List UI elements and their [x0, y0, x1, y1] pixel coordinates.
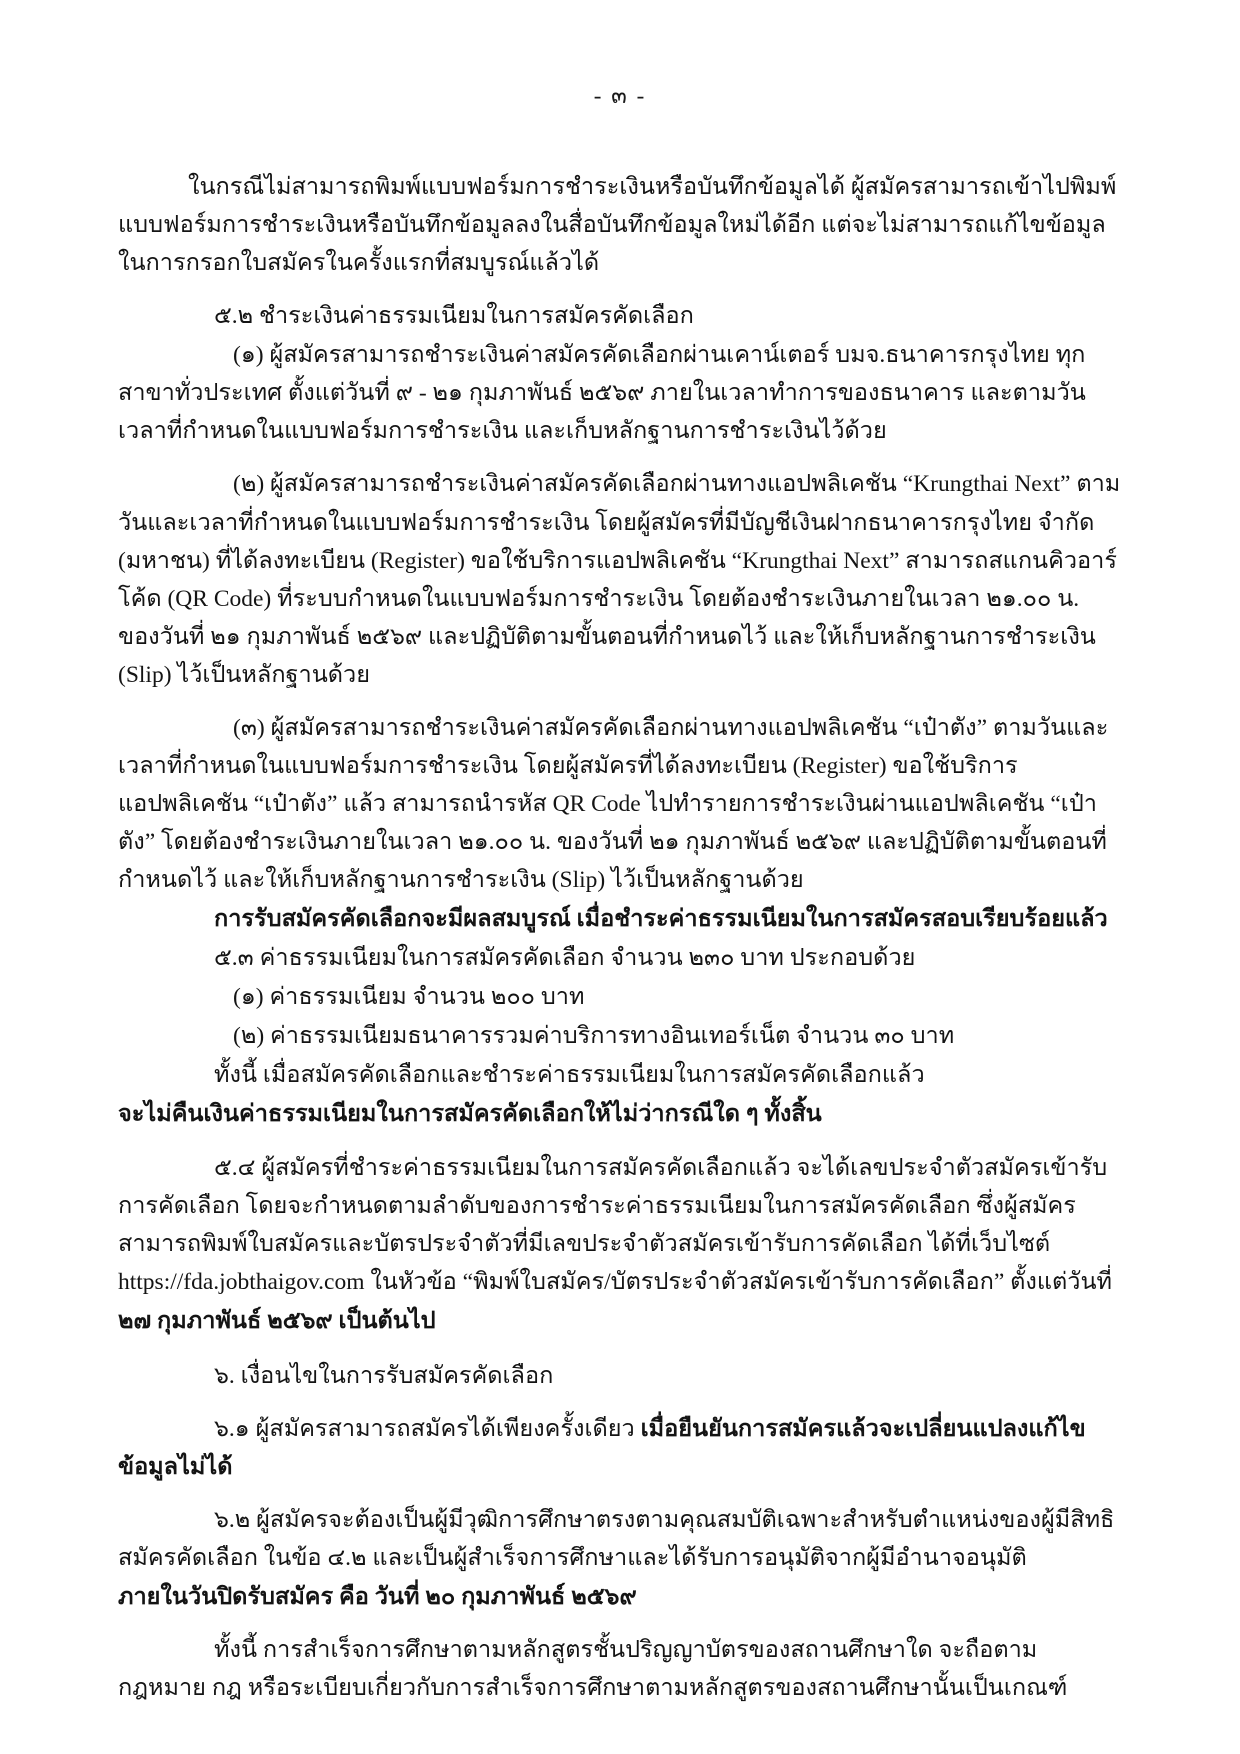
paragraph-section-6-2: ๖.๒ ผู้สมัครจะต้องเป็นผู้มีวุฒิการศึกษาตรงตามคุณสมบัติเฉพาะสำหรับตำแหน่งของผู้มีสิทธิสมัครคัดเลือก ในข้อ ๔.๒ และเป็นผู้สำเร็จการศึกษาและได้รับการอนุมัติจากผู้มีอำนาจอนุมัติ — [118, 1507, 1115, 1572]
paragraph-section-6-heading: ๖. เงื่อนไขในการรับสมัครคัดเลือก — [214, 1362, 554, 1389]
paragraph-section-6-2-bold-deadline: ภายในวันปิดรับสมัคร คือ วันที่ ๒๐ กุมภาพันธ์ ๒๕๖๙ — [118, 1584, 637, 1611]
paragraph-5-2-item-3: (๓) ผู้สมัครสามารถชำระเงินค่าสมัครคัดเลือกผ่านทางแอปพลิเคชัน “เป๋าตัง” ตามวันและเวลาที่กำหนดในแบบฟอร์มการชำระเงิน โดยผู้สมัครที่ได้ลงทะเบียน (Register) ขอใช้บริการแอปพลิเคชัน “เป๋าตัง” แล้ว สามารถนำรหัส QR Code ไปทำรายการชำระเงินผ่านแอปพลิเคชัน “เป๋าตัง” โดยต้องชำระเงินภายในเวลา ๒๑.๐๐ น. ของวันที่ ๒๑ กุมภาพันธ์ ๒๕๖๙ และปฏิบัติตามขั้นตอนที่กำหนดไว้ และให้เก็บหลักฐานการชำระเงิน (Slip) ไว้เป็นหลักฐานด้วย — [118, 714, 1109, 894]
paragraph-no-refund-lead — [118, 1056, 1122, 1094]
paragraph-5-2-item-1: (๑) ผู้สมัครสามารถชำระเงินค่าสมัครคัดเลือกผ่านเคาน์เตอร์ บมจ.ธนาคารกรุงไทย ทุกสาขาทั่วประเทศ ตั้งแต่วันที่ ๙ - ๒๑ กุมภาพันธ์ ๒๕๖๙ ภายในเวลาทำการของธนาคาร และตามวัน เวลาที่กำหนดในแบบฟอร์มการชำระเงิน และเก็บหลักฐานการชำระเงินไว้ด้วย — [118, 342, 1086, 445]
paragraph-section-5-3-heading: ๕.๓ ค่าธรรมเนียมในการสมัครคัดเลือก จำนวน ๒๓๐ บาท ประกอบด้วย — [214, 945, 916, 972]
paragraph-no-refund-bold: จะไม่คืนเงินค่าธรรมเนียมในการสมัครคัดเลือกให้ไม่ว่ากรณีใด ๆ ทั้งสิ้น — [118, 1101, 822, 1128]
paragraph-5-4-bold-date: ๒๗ กุมภาพันธ์ ๒๕๖๙ เป็นต้นไป — [118, 1307, 436, 1334]
section-6-1-text: ๖.๑ ผู้สมัครสามารถสมัครได้เพียงครั้งเดียว — [214, 1415, 641, 1442]
no-refund-lead-text: ทั้งนี้ เมื่อสมัครคัดเลือกและชำระค่าธรรมเนียมในการสมัครคัดเลือกแล้ว — [214, 1062, 925, 1089]
paragraph-intro-cannot-print: ในกรณีไม่สามารถพิมพ์แบบฟอร์มการชำระเงินหรือบันทึกข้อมูลได้ ผู้สมัครสามารถเข้าไปพิมพ์แบบฟอร์มการชำระเงินหรือบันทึกข้อมูลลงในสื่อบันทึกข้อมูลใหม่ได้อีก แต่จะไม่สามารถแก้ไขข้อมูลในการกรอกใบสมัครในครั้งแรกที่สมบูรณ์แล้วได้ — [118, 174, 1117, 277]
paragraph-registration-complete-note: การรับสมัครคัดเลือกจะมีผลสมบูรณ์ เมื่อชำระค่าธรรมเนียมในการสมัครสอบเรียบร้อยแล้ว — [214, 906, 1108, 933]
paragraph-5-2-item-2: (๒) ผู้สมัครสามารถชำระเงินค่าสมัครคัดเลือกผ่านทางแอปพลิเคชัน “Krungthai Next” ตามวันและเวลาที่กำหนดในแบบฟอร์มการชำระเงิน โดยผู้สมัครที่มีบัญชีเงินฝากธนาคารกรุงไทย จำกัด (มหาชน) ที่ได้ลงทะเบียน (Register) ขอใช้บริการแอปพลิเคชัน “Krungthai Next” สามารถสแกนคิวอาร์โค้ด (QR Code) ที่ระบบกำหนดในแบบฟอร์มการชำระเงิน โดยต้องชำระเงินภายในเวลา ๒๑.๐๐ น. ของวันที่ ๒๑ กุมภาพันธ์ ๒๕๖๙ และปฏิบัติตามขั้นตอนที่กำหนดไว้ และให้เก็บหลักฐานการชำระเงิน (Slip) ไว้เป็นหลักฐานด้วย — [118, 471, 1121, 688]
paragraph-5-3-item-1: (๑) ค่าธรรมเนียม จำนวน ๒๐๐ บาท — [233, 984, 585, 1011]
paragraph-section-5-4 — [118, 1149, 1122, 1301]
paragraph-section-5-2-heading: ๕.๒ ชำระเงินค่าธรรมเนียมในการสมัครคัดเลือก — [214, 303, 694, 330]
paragraph-section-6-2-tail: ทั้งนี้ การสำเร็จการศึกษาตามหลักสูตรชั้นปริญญาบัตรของสถานศึกษาใด จะถือตามกฎหมาย กฎ หรือระเบียบเกี่ยวกับการสำเร็จการศึกษาตามหลักสูตรของสถานศึกษานั้นเป็นเกณฑ์ — [118, 1637, 1068, 1702]
document-body — [118, 168, 1122, 1707]
spacer-before-section-6 — [118, 1341, 1122, 1357]
paragraph-section-6-1 — [118, 1410, 1122, 1486]
paragraph-5-3-item-2: (๒) ค่าธรรมเนียมธนาคารรวมค่าบริการทางอินเทอร์เน็ต จำนวน ๓๐ บาท — [233, 1023, 955, 1050]
section-6-1-bold-text: เมื่อยืนยันการสมัครแล้วจะเปลี่ยนแปลงแก้ไขข้อมูลไม่ได้ — [118, 1415, 1086, 1480]
page-number: - ๓ - — [593, 83, 647, 108]
section-5-4-text: ๕.๔ ผู้สมัครที่ชำระค่าธรรมเนียมในการสมัครคัดเลือกแล้ว จะได้เลขประจำตัวสมัครเข้ารับการคัดเลือก โดยจะกำหนดตามลำดับของการชำระค่าธรรมเนียมในการสมัครคัดเลือก ซึ่งผู้สมัครสามารถพิมพ์ใบสมัครและบัตรประจำตัวที่มีเลขประจำตัวสมัครเข้ารับการคัดเลือก ได้ที่เว็บไซต์ https://fda.jobthaigov.com ในหัวข้อ “พิมพ์ใบสมัคร/บัตรประจำตัวสมัครเข้ารับการคัดเลือก” ตั้งแต่วันที่ — [118, 1154, 1113, 1295]
